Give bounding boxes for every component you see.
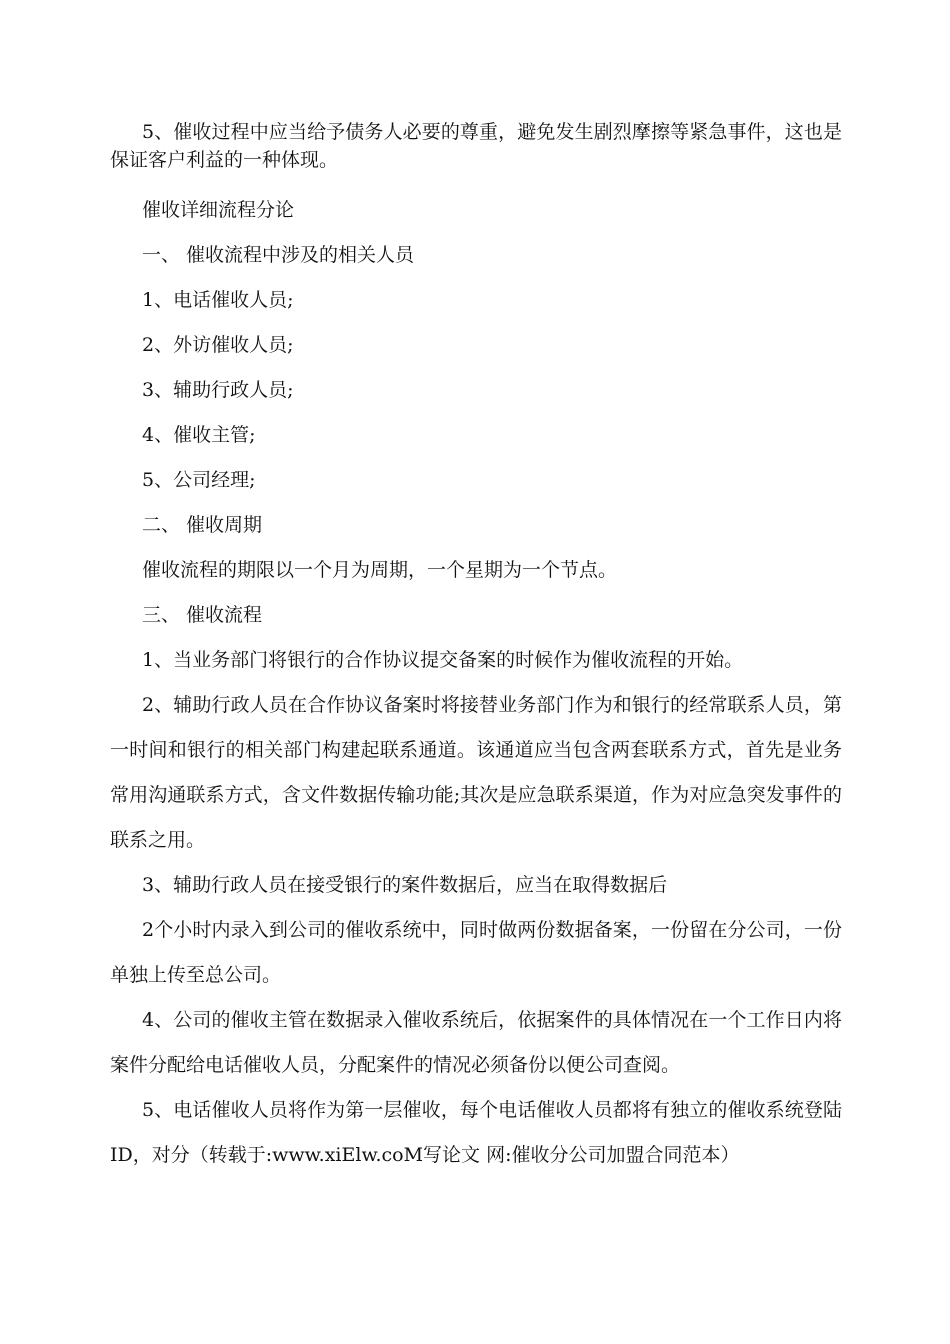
- section-heading-cycle: 二、 催收周期: [142, 514, 263, 536]
- paragraph-process-step-2: 2、辅助行政人员在合作协议备案时将接替业务部门作为和银行的经常联系人员，第一时间和银行的相关部门构建起联系通道。该通道应当包含两套联系方式，首先是业务常用沟通联系方式，含文件数据传输功能;其次是应急联系渠道，作为对应急突发事件的联系之用。: [110, 694, 842, 851]
- list-item-collection-supervisor: 4、催收主管;: [142, 424, 256, 446]
- section-heading-personnel: 一、 催收流程中涉及的相关人员: [142, 244, 415, 266]
- paragraph-process-step-3: 3、辅助行政人员在接受银行的案件数据后，应当在取得数据后: [142, 874, 668, 896]
- paragraph-respect-debtor: 5、催收过程中应当给予债务人必要的尊重，避免发生剧烈摩擦等紧急事件，这也是保证客户利益的一种体现。: [110, 121, 842, 171]
- list-item-phone-collector: 1、电话催收人员;: [142, 289, 294, 311]
- paragraph-process-step-1: 1、当业务部门将银行的合作协议提交备案的时候作为催收流程的开始。: [142, 649, 744, 671]
- list-item-company-manager: 5、公司经理;: [142, 469, 256, 491]
- paragraph-process-step-3-continued: 2个小时内录入到公司的催收系统中，同时做两份数据备案，一份留在分公司，一份单独上传至总公司。: [110, 919, 842, 986]
- list-item-admin-staff: 3、辅助行政人员;: [142, 379, 294, 401]
- paragraph-process-step-5: 5、电话催收人员将作为第一层催收，每个电话催收人员都将有独立的催收系统登陆ID，对分（转载于:www.xiElw.coM写论文 网:催收分公司加盟合同范本）: [110, 1099, 842, 1166]
- paragraph-cycle-description: 催收流程的期限以一个月为周期，一个星期为一个节点。: [142, 559, 618, 581]
- paragraph-process-step-4: 4、公司的催收主管在数据录入催收系统后，依据案件的具体情况在一个工作日内将案件分配给电话催收人员，分配案件的情况必须备份以便公司查阅。: [110, 1009, 842, 1076]
- section-heading-detailed-process: 催收详细流程分论: [142, 199, 295, 221]
- document-page: [110, 118, 842, 1178]
- section-heading-process: 三、 催收流程: [142, 604, 263, 626]
- list-item-field-collector: 2、外访催收人员;: [142, 334, 294, 356]
